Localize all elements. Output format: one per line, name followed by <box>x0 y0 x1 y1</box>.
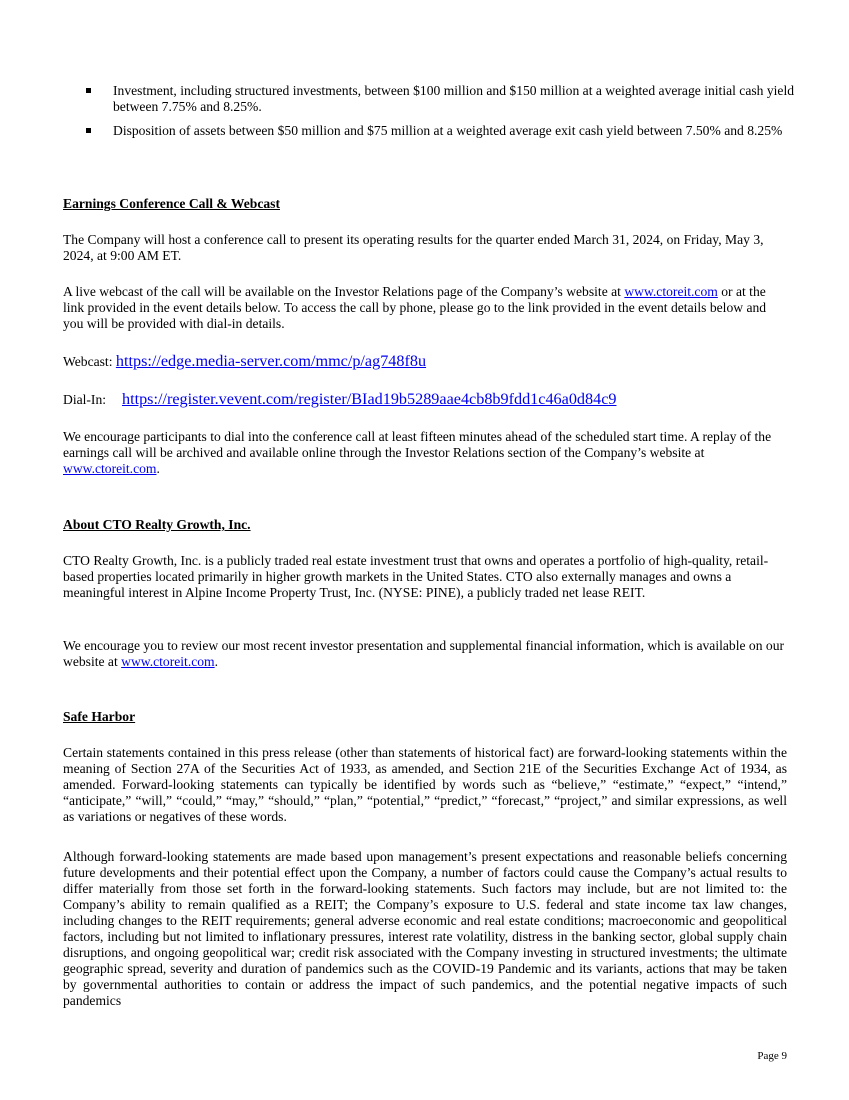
guidance-bullet-list <box>86 83 800 139</box>
earnings-paragraph-1-text: The Company will host a conference call to present its operating results for the quarter ended March 31, 2024, on Friday, May 3, 2024, at 9:00 AM ET. <box>63 232 764 263</box>
earnings-paragraph-2-text: A live webcast of the call will be available on the Investor Relations page of the Company’s website at <box>63 284 625 299</box>
safe-harbor-paragraph-2-text: Although forward-looking statements are made based upon management’s present expectations and reasonable beliefs concerning future developments and their potential effect upon the Company, a number of factors could cause the Company’s actual results to differ materially from those set forth in the forward-looking statements. Such factors may include, but are not limited to: the Company’s ability to remain qualified as a REIT; the Company’s exposure to U.S. federal and state income tax law changes, including changes to the REIT requirements; general adverse economic and real estate conditions; macroeconomic and geopolitical factors, including but not limited to inflationary pressures, interest rate volatility, distress in the banking sector, global supply chain disruptions, and ongoing geopolitical war; credit risk associated with the Company investing in structured investments; the ultimate geographic spread, severity and duration of pandemics such as the COVID-19 Pandemic and its variants, actions that may be taken by governmental authorities to contain or address the impact of such pandemics, and the potential negative impacts of such pandemics <box>63 849 787 1008</box>
about-paragraph-1 <box>63 553 787 601</box>
square-bullet-icon <box>86 88 91 93</box>
earnings-paragraph-2-text-end: or at the link provided in the event details below. To access the call by phone, please go to the link provided in the event details below and you will be provided with dial-in details. <box>63 284 767 331</box>
webcast-label: Webcast: <box>63 354 116 369</box>
about-paragraph-2-text: We encourage you to review our most recent investor presentation and supplemental financial information, which is available on our website at <box>63 638 785 669</box>
bullet-text: Investment, including structured investments, between $100 million and $150 million at a weighted average initial cash yield between 7.75% and 8.25%. <box>113 83 795 114</box>
safe-harbor-paragraph-1-text: Certain statements contained in this press release (other than statements of historical fact) are forward-looking statements within the meaning of Section 27A of the Securities Act of 1933, as amended, and Section 21E of the Securities Exchange Act of 1934, as amended. Forward-looking statements can typically be identified by words such as “believe,” “estimate,” “expect,” “intend,” “anticipate,” “will,” “could,” “may,” “should,” “plan,” “potential,” “predict,” “forecast,” “project,” and similar expressions, as well as variations or negatives of these words. <box>63 745 787 824</box>
ctoreit-website-link[interactable]: www.ctoreit.com <box>121 654 215 669</box>
earnings-paragraph-3-text: We encourage participants to dial into the conference call at least fifteen minutes ahead of the scheduled start time. A replay of the earnings call will be archived and available online through the Investor Relations section of the Company’s website at <box>63 429 772 460</box>
earnings-paragraph-2 <box>63 284 787 332</box>
earnings-call-heading: Earnings Conference Call & Webcast <box>63 196 280 211</box>
square-bullet-icon <box>86 128 91 133</box>
earnings-paragraph-3-text-end: . <box>156 461 160 476</box>
webcast-url-link[interactable]: https://edge.media-server.com/mmc/p/ag748f8u <box>115 352 427 370</box>
about-paragraph-1-text: CTO Realty Growth, Inc. is a publicly traded real estate investment trust that owns and operates a portfolio of high-quality, retail-based properties located primarily in higher growth markets in the United States. CTO also externally manages and owns a meaningful interest in Alpine Income Property Trust, Inc. (NYSE: PINE), a publicly traded net lease REIT. <box>63 553 769 600</box>
earnings-paragraph-3 <box>63 429 787 477</box>
safe-harbor-paragraph-2 <box>63 849 787 1009</box>
safe-harbor-paragraph-1 <box>63 745 787 825</box>
ctoreit-website-link[interactable]: www.ctoreit.com <box>63 461 157 476</box>
about-paragraph-2 <box>63 638 787 670</box>
about-paragraph-2-text-end: . <box>214 654 219 669</box>
bullet-text: Disposition of assets between $50 million and $75 million at a weighted average exit cash yield between 7.50% and 8.25% <box>113 123 783 138</box>
ctoreit-website-link[interactable]: www.ctoreit.com <box>624 284 718 299</box>
dialin-label: Dial-In: <box>63 392 107 407</box>
page-number: Page 9 <box>757 1050 787 1062</box>
about-heading: About CTO Realty Growth, Inc. <box>63 517 251 532</box>
safe-harbor-heading: Safe Harbor <box>63 709 136 724</box>
dialin-url-link[interactable]: https://register.vevent.com/register/BIad19b5289aae4cb8b9fdd1c46a0d84c9 <box>122 390 617 408</box>
bullet-item-disposition <box>86 123 800 139</box>
webcast-line <box>63 353 787 370</box>
earnings-paragraph-1 <box>63 232 787 264</box>
dialin-line <box>63 391 787 408</box>
bullet-item-investment <box>86 83 800 115</box>
